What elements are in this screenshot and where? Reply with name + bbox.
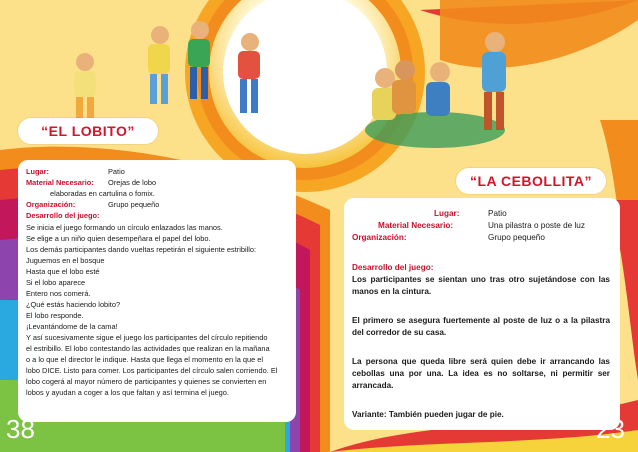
right-page-number: 23 [596,414,625,444]
info-value-material: Orejas de lobo [108,178,157,187]
info-label-material: Material Necesario: [26,178,94,187]
text-line: Si el lobo aparece [26,278,86,287]
paragraph: El primero se asegura fuertemente al poste de luz o a la pilastra del corredor de su casa. [352,316,610,337]
info-value-place: Patio [108,167,125,176]
right-game-description-box [344,198,620,430]
left-game-description-box [18,160,296,422]
paragraph-variant: Variante: También pueden jugar de pie. [352,410,504,419]
development-heading: Desarrollo del juego: [352,263,434,272]
text-line: el estribillo. El lobo contestando las actividades que realizan en la mañana [26,344,270,353]
info-value-material-cont: elaboradas en cartulina o fomix. [50,189,155,198]
info-label-place: Lugar: [26,167,49,176]
info-label-material: Material Necesario: [378,221,454,230]
text-line: lobo DICE. Listo para comer. Los participantes del círculo salen corriendo. El [26,366,278,375]
left-page-number: 38 [6,414,35,444]
text-line: lobo cogerá al mayor número de participantes y quienes se convierten en [26,377,267,386]
info-label-place: Lugar: [434,209,460,218]
info-value-organization: Grupo pequeño [488,233,545,242]
development-heading: Desarrollo del juego: [26,211,100,220]
text-line: Y así sucesivamente sigue el juego los participantes del círculo repitiendo [26,333,268,342]
text-line: Juguemos en el bosque [26,256,105,265]
text-line: ¿Qué estás haciendo lobito? [26,300,121,309]
text-line: Los demás participantes dando vueltas repetirán el siguiente estribillo: [26,245,257,254]
text-line: El lobo responde. [26,311,84,320]
info-value-organization: Grupo pequeño [108,200,160,209]
info-label-organization: Organización: [352,233,407,242]
text-line: Se elige a un niño quien desempeñara el papel del lobo. [26,234,211,243]
paragraph: Los participantes se sientan uno tras otro sujetándose con las manos en la cintura. [352,275,610,296]
text-line: Se inicia el juego formando un círculo enlazados las manos. [26,223,223,232]
info-label-organization: Organización: [26,200,76,209]
text-line: Entero nos comerá. [26,289,91,298]
info-value-place: Patio [488,209,507,218]
text-line: o a lo que el director le indique. Hasta que llega el momento en la que el [26,355,264,364]
info-value-material: Una pilastra o poste de luz [488,221,585,230]
text-line: lobos y ayudan a coger a los que faltan y así termina el juego. [26,388,229,397]
text-line: ¡Levantándome de la cama! [26,322,118,331]
left-page-title: “EL LOBITO” [18,118,158,144]
right-page-title: “LA CEBOLLITA” [456,168,606,194]
paragraph: La persona que queda libre será quien debe ir arrancando las cebollas una por una. La idea es no soltarse, ni permitir ser arrancada. [352,357,610,390]
text-line: Hasta que el lobo esté [26,267,100,276]
